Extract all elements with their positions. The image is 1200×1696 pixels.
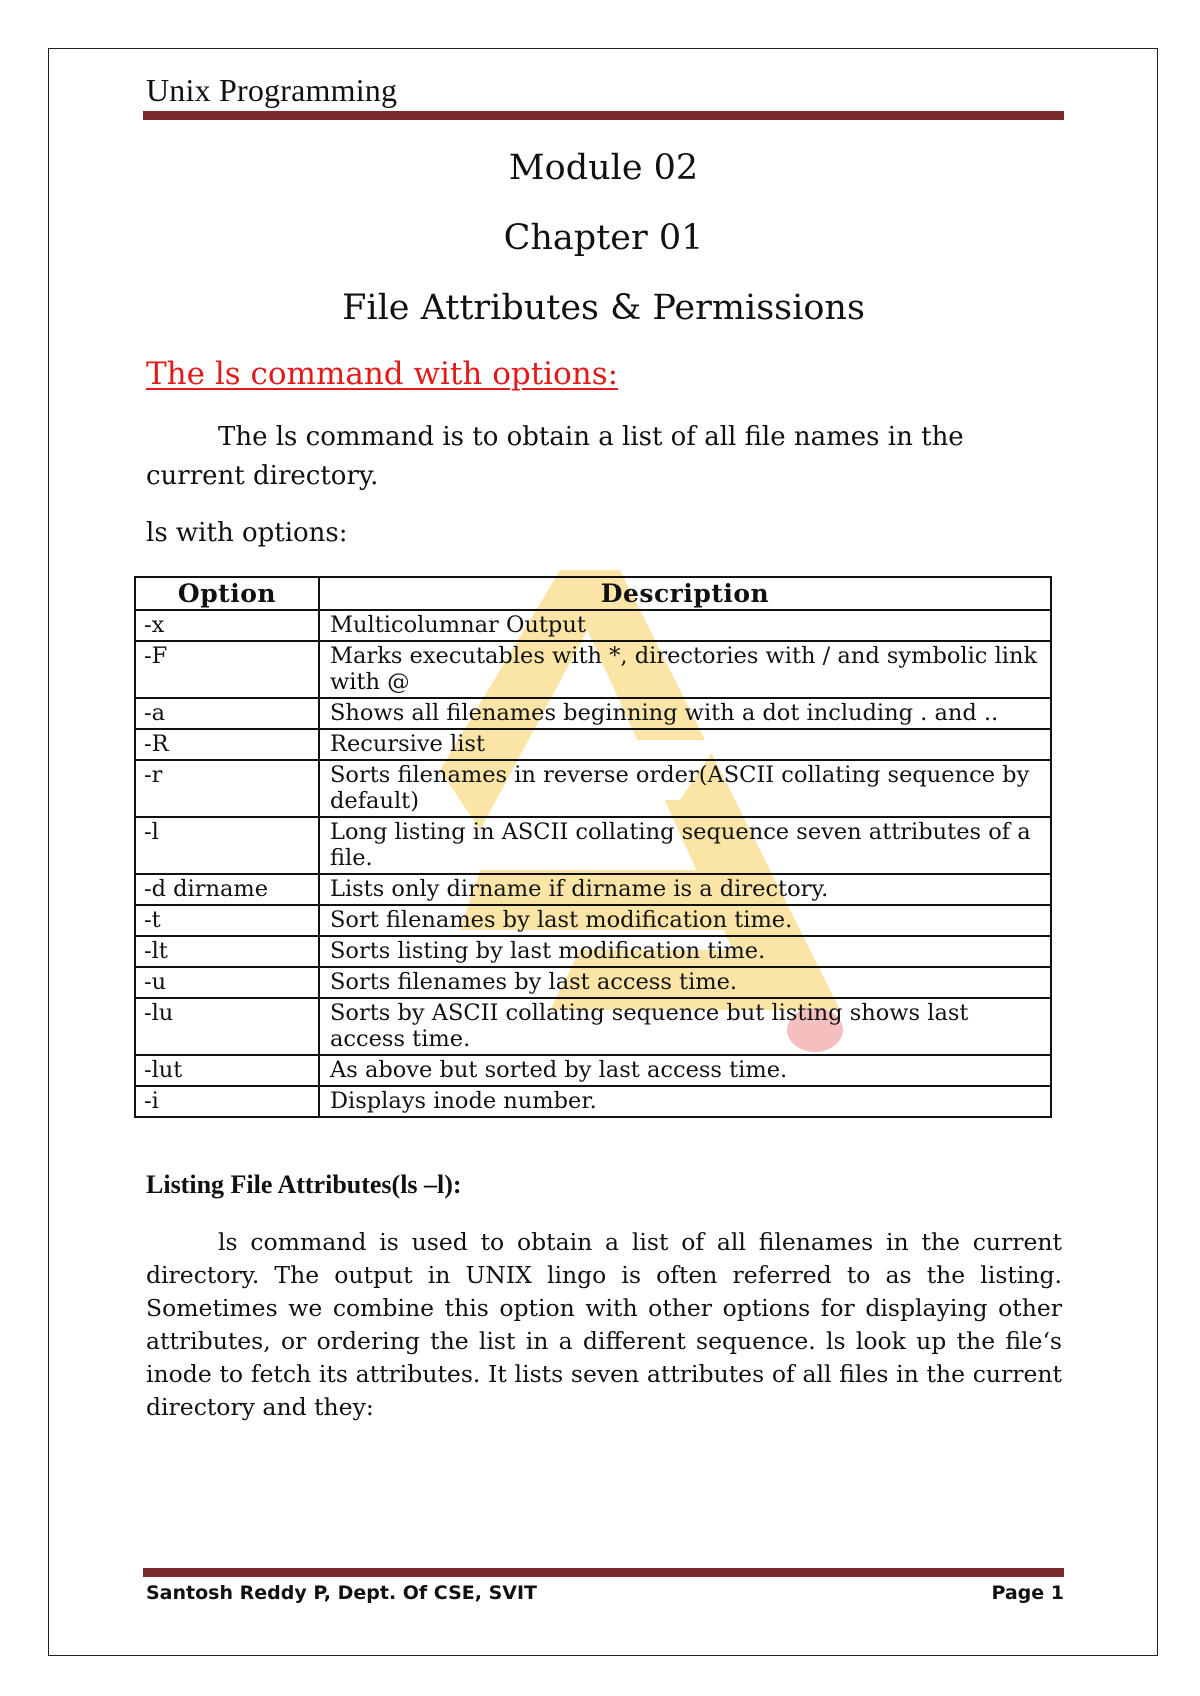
column-header-option: Option: [135, 577, 319, 610]
description-cell: Marks executables with *, directories with / and symbolic link with @: [319, 641, 1051, 698]
page-number: Page 1: [991, 1582, 1064, 1604]
table-row: [135, 905, 1051, 936]
option-cell: -a: [135, 698, 319, 729]
description-cell: Sorts filenames by last access time.: [319, 967, 1051, 998]
table-row: [135, 998, 1051, 1055]
option-cell: -R: [135, 729, 319, 760]
option-cell: -l: [135, 817, 319, 874]
description-cell: Sorts filenames in reverse order(ASCII collating sequence by default): [319, 760, 1051, 817]
header-rule: [143, 111, 1064, 120]
ls-options-label: ls with options:: [146, 518, 348, 548]
table-row: [135, 760, 1051, 817]
option-cell: -x: [135, 610, 319, 641]
description-cell: As above but sorted by last access time.: [319, 1055, 1051, 1086]
footer-rule: [143, 1568, 1064, 1577]
option-cell: -r: [135, 760, 319, 817]
option-cell: -t: [135, 905, 319, 936]
ls-options-table: [134, 576, 1052, 1118]
table-row: [135, 698, 1051, 729]
option-cell: -u: [135, 967, 319, 998]
table-row: [135, 729, 1051, 760]
option-cell: -lut: [135, 1055, 319, 1086]
chapter-title: Chapter 01: [503, 218, 704, 258]
option-cell: -lu: [135, 998, 319, 1055]
table-header-row: [135, 577, 1051, 610]
table-row: [135, 1055, 1051, 1086]
topic-title: File Attributes & Permissions: [342, 288, 865, 328]
description-cell: Shows all filenames beginning with a dot including . and ..: [319, 698, 1051, 729]
description-cell: Sort filenames by last modification time.: [319, 905, 1051, 936]
option-cell: -F: [135, 641, 319, 698]
listing-attributes-paragraph: ls command is used to obtain a list of all filenames in the current directory. The output in UNIX lingo is often referred to as the listing. Sometimes we combine this option with other options for displaying other attributes, or ordering the list in a different sequence. ls look up the file‘s inode to fetch its attributes. It lists seven attributes of all files in the current directory and they:: [146, 1228, 1062, 1421]
description-cell: Displays inode number.: [319, 1086, 1051, 1117]
ls-section-heading: The ls command with options:: [146, 356, 619, 392]
description-cell: Recursive list: [319, 729, 1051, 760]
description-cell: Lists only dirname if dirname is a directory.: [319, 874, 1051, 905]
module-title: Module 02: [508, 148, 699, 188]
table-row: [135, 817, 1051, 874]
table-row: [135, 936, 1051, 967]
ls-intro-paragraph: The ls command is to obtain a list of all file names in the current directory.: [146, 422, 964, 491]
option-cell: -lt: [135, 936, 319, 967]
listing-attributes-heading: Listing File Attributes(ls –l):: [146, 1170, 462, 1199]
description-cell: Sorts by ASCII collating sequence but listing shows last access time.: [319, 998, 1051, 1055]
description-cell: Multicolumnar Output: [319, 610, 1051, 641]
table-row: [135, 641, 1051, 698]
table-row: [135, 967, 1051, 998]
table-row: [135, 1086, 1051, 1117]
option-cell: -i: [135, 1086, 319, 1117]
option-cell: -d dirname: [135, 874, 319, 905]
footer-author: Santosh Reddy P, Dept. Of CSE, SVIT: [146, 1582, 538, 1604]
description-cell: Sorts listing by last modification time.: [319, 936, 1051, 967]
table-row: [135, 874, 1051, 905]
description-cell: Long listing in ASCII collating sequence seven attributes of a file.: [319, 817, 1051, 874]
column-header-description: Description: [319, 577, 1051, 610]
header-title: Unix Programming: [146, 72, 398, 108]
table-row: [135, 610, 1051, 641]
